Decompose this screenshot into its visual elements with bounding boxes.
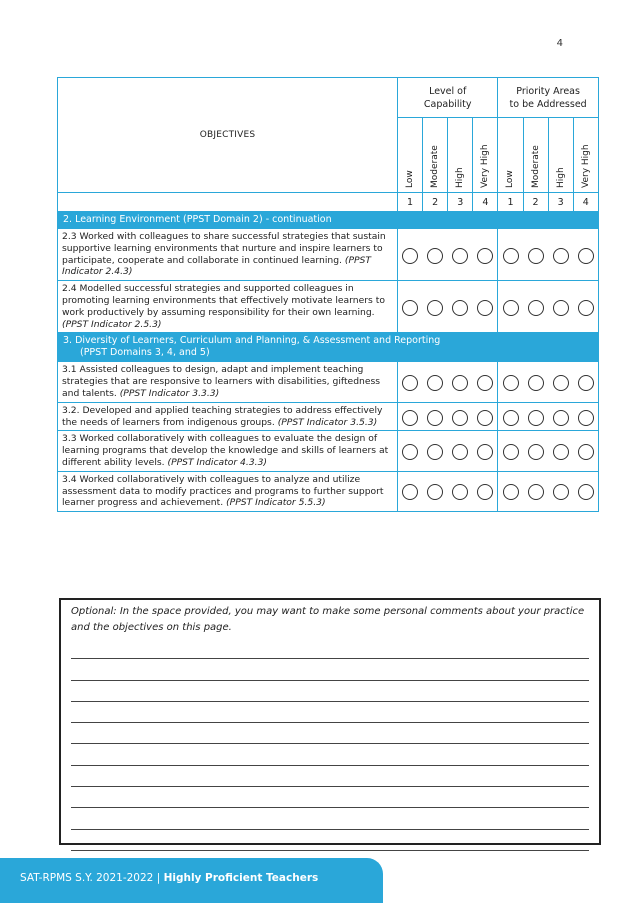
priority-option-cell	[573, 402, 598, 431]
capability-option-cell	[423, 229, 448, 281]
comment-line[interactable]	[71, 659, 589, 680]
comments-box	[59, 598, 601, 845]
objective-row	[58, 229, 599, 281]
objective-row	[58, 471, 599, 511]
priority-option-cell	[523, 281, 548, 333]
capability-radio[interactable]	[427, 375, 443, 391]
ppst-indicator: (PPST Indicator 3.5.3)	[277, 416, 378, 428]
capability-radio[interactable]	[402, 444, 418, 460]
priority-option-cell	[523, 431, 548, 471]
level-label: High	[455, 167, 466, 188]
scale-number: 3	[448, 193, 473, 212]
level-label: Very High	[580, 144, 591, 188]
comment-line[interactable]	[71, 702, 589, 723]
capability-radio[interactable]	[452, 375, 468, 391]
level-header	[448, 118, 473, 193]
capability-option-cell	[423, 281, 448, 333]
priority-radio[interactable]	[578, 444, 594, 460]
scale-number: 4	[473, 193, 498, 212]
scale-number: 3	[548, 193, 573, 212]
capability-radio[interactable]	[477, 248, 493, 264]
level-header	[573, 118, 598, 193]
priority-radio[interactable]	[503, 375, 519, 391]
priority-radio[interactable]	[528, 375, 544, 391]
footer-prefix: SAT-RPMS S.Y. 2021-2022 |	[20, 872, 164, 884]
ppst-indicator: (PPST Indicator 2.4.3)	[62, 254, 371, 278]
priority-radio[interactable]	[528, 300, 544, 316]
priority-option-cell	[548, 431, 573, 471]
objective-description: 2.3 Worked with colleagues to share successful strategies that sustain supportive learning environments that nurture and inspire learners to participate, cooperate and collaborate in continued learning.	[62, 231, 386, 266]
priority-radio[interactable]	[553, 300, 569, 316]
priority-radio[interactable]	[503, 444, 519, 460]
objective-text	[58, 431, 398, 471]
priority-option-cell	[498, 281, 523, 333]
level-header	[423, 118, 448, 193]
priority-option-cell	[523, 471, 548, 511]
priority-option-cell	[573, 471, 598, 511]
capability-radio[interactable]	[427, 410, 443, 426]
capability-radio[interactable]	[452, 300, 468, 316]
priority-option-cell	[573, 281, 598, 333]
comment-line[interactable]	[71, 681, 589, 702]
priority-radio[interactable]	[528, 484, 544, 500]
priority-option-cell	[523, 229, 548, 281]
comment-lines[interactable]	[71, 638, 589, 851]
capability-option-cell	[398, 431, 423, 471]
capability-option-cell	[473, 362, 498, 402]
capability-option-cell	[448, 229, 473, 281]
objective-row	[58, 281, 599, 333]
level-header	[473, 118, 498, 193]
priority-radio[interactable]	[503, 484, 519, 500]
priority-header-line2: to be Addressed	[509, 98, 587, 110]
capability-radio[interactable]	[477, 444, 493, 460]
objective-description: 2.4 Modelled successful strategies and supported colleagues in promoting learning environments that effectively motivate learners to work productively by assuming responsibility for their own learning.	[62, 283, 385, 318]
priority-option-cell	[548, 362, 573, 402]
comment-line[interactable]	[71, 638, 589, 659]
capability-radio[interactable]	[427, 300, 443, 316]
capability-radio[interactable]	[452, 248, 468, 264]
capability-radio[interactable]	[477, 410, 493, 426]
objective-description: 3.1 Assisted colleagues to design, adapt and implement teaching strategies that are responsive to learners with disabilities, giftedness and talents.	[62, 364, 381, 399]
priority-radio[interactable]	[528, 410, 544, 426]
priority-radio[interactable]	[528, 444, 544, 460]
priority-option-cell	[573, 431, 598, 471]
capability-radio[interactable]	[477, 300, 493, 316]
objective-description: 3.4 Worked collaboratively with colleagues to analyze and utilize assessment data to modify practices and programs to further support learner progress and achievement.	[62, 473, 384, 509]
comment-line[interactable]	[71, 787, 589, 808]
capability-option-cell	[398, 362, 423, 402]
capability-option-cell	[473, 471, 498, 511]
priority-radio[interactable]	[553, 248, 569, 264]
priority-header	[498, 78, 598, 118]
objective-text	[58, 281, 398, 333]
priority-option-cell	[548, 281, 573, 333]
level-header	[523, 118, 548, 193]
priority-option-cell	[498, 229, 523, 281]
priority-header-line1: Priority Areas	[516, 85, 580, 97]
level-header	[398, 118, 423, 193]
level-header	[498, 118, 523, 193]
capability-option-cell	[398, 229, 423, 281]
capability-radio[interactable]	[402, 375, 418, 391]
objective-row	[58, 362, 599, 402]
capability-option-cell	[423, 402, 448, 431]
objectives-table	[57, 77, 599, 512]
section-2-title: 2. Learning Environment (PPST Domain 2) - continuation	[58, 212, 599, 229]
priority-radio[interactable]	[578, 410, 594, 426]
priority-radio[interactable]	[578, 375, 594, 391]
priority-radio[interactable]	[528, 248, 544, 264]
priority-radio[interactable]	[578, 248, 594, 264]
capability-option-cell	[398, 471, 423, 511]
priority-option-cell	[498, 362, 523, 402]
priority-option-cell	[523, 402, 548, 431]
ppst-indicator: (PPST Indicator 4.3.3)	[167, 456, 268, 468]
comments-prompt: Optional: In the space provided, you may want to make some personal comments about your practice and the objectives on this page.	[71, 606, 585, 633]
comment-line[interactable]	[71, 808, 589, 829]
capability-radio[interactable]	[427, 248, 443, 264]
comment-line[interactable]	[71, 766, 589, 787]
level-label: Very High	[480, 144, 491, 188]
scale-number: 1	[398, 193, 423, 212]
priority-option-cell	[548, 402, 573, 431]
capability-option-cell	[473, 281, 498, 333]
capability-option-cell	[448, 471, 473, 511]
section-3-title-line1: 3. Diversity of Learners, Curriculum and Planning, & Assessment and Reporting	[63, 335, 441, 347]
priority-radio[interactable]	[503, 300, 519, 316]
objective-text	[58, 362, 398, 402]
priority-radio[interactable]	[553, 484, 569, 500]
capability-option-cell	[423, 431, 448, 471]
capability-radio[interactable]	[427, 444, 443, 460]
capability-radio[interactable]	[452, 410, 468, 426]
ppst-indicator: (PPST Indicator 5.5.3)	[226, 497, 326, 509]
footer-banner	[0, 858, 383, 903]
capability-header-line2: Capability	[423, 98, 472, 110]
priority-option-cell	[573, 362, 598, 402]
page-number: 4	[556, 38, 563, 49]
capability-radio[interactable]	[452, 484, 468, 500]
scale-number: 4	[573, 193, 598, 212]
comment-line[interactable]	[71, 723, 589, 744]
level-label: Moderate	[530, 145, 541, 188]
capability-radio[interactable]	[477, 375, 493, 391]
level-header	[548, 118, 573, 193]
objective-row	[58, 431, 599, 471]
capability-radio[interactable]	[452, 444, 468, 460]
capability-option-cell	[448, 402, 473, 431]
objective-text	[58, 229, 398, 281]
level-label: Low	[405, 170, 416, 188]
section-3-title-line2: (PPST Domains 3, 4, and 5)	[80, 347, 210, 359]
priority-option-cell	[498, 471, 523, 511]
priority-radio[interactable]	[578, 300, 594, 316]
objective-description: 3.2. Developed and applied teaching strategies to address effectively the needs of learners from indigenous groups.	[62, 404, 383, 428]
capability-option-cell	[423, 362, 448, 402]
scale-number: 1	[498, 193, 523, 212]
priority-radio[interactable]	[553, 410, 569, 426]
priority-option-cell	[548, 471, 573, 511]
priority-radio[interactable]	[578, 484, 594, 500]
level-label: Moderate	[430, 145, 441, 188]
priority-option-cell	[573, 229, 598, 281]
scale-number: 2	[423, 193, 448, 212]
capability-option-cell	[398, 402, 423, 431]
section-3-title	[58, 333, 599, 362]
capability-option-cell	[398, 281, 423, 333]
capability-option-cell	[473, 431, 498, 471]
footer-title: Highly Proficient Teachers	[163, 872, 319, 884]
capability-option-cell	[423, 471, 448, 511]
capability-radio[interactable]	[402, 248, 418, 264]
level-label: High	[555, 167, 566, 188]
capability-option-cell	[473, 229, 498, 281]
level-label: Low	[505, 170, 516, 188]
capability-radio[interactable]	[402, 300, 418, 316]
capability-radio[interactable]	[477, 484, 493, 500]
capability-option-cell	[448, 431, 473, 471]
capability-radio[interactable]	[402, 484, 418, 500]
priority-radio[interactable]	[503, 410, 519, 426]
objective-row	[58, 402, 599, 431]
comment-line[interactable]	[71, 744, 589, 765]
priority-option-cell	[498, 431, 523, 471]
empty-cell	[58, 193, 398, 212]
capability-option-cell	[448, 362, 473, 402]
capability-radio[interactable]	[402, 410, 418, 426]
capability-radio[interactable]	[427, 484, 443, 500]
capability-header-line1: Level of	[429, 85, 467, 97]
objective-text	[58, 471, 398, 511]
priority-option-cell	[523, 362, 548, 402]
objectives-header: OBJECTIVES	[58, 78, 398, 193]
objective-text	[58, 402, 398, 431]
comment-line[interactable]	[71, 830, 589, 851]
capability-option-cell	[448, 281, 473, 333]
capability-header	[398, 78, 498, 118]
capability-option-cell	[473, 402, 498, 431]
priority-radio[interactable]	[503, 248, 519, 264]
priority-option-cell	[498, 402, 523, 431]
priority-option-cell	[548, 229, 573, 281]
priority-radio[interactable]	[553, 375, 569, 391]
priority-radio[interactable]	[553, 444, 569, 460]
objective-description: 3.3 Worked collaboratively with colleagues to evaluate the design of learning programs that develop the knowledge and skills of learners at different ability levels.	[62, 433, 389, 468]
ppst-indicator: (PPST Indicator 3.3.3)	[119, 387, 220, 399]
ppst-indicator: (PPST Indicator 2.5.3)	[62, 318, 162, 330]
scale-number: 2	[523, 193, 548, 212]
